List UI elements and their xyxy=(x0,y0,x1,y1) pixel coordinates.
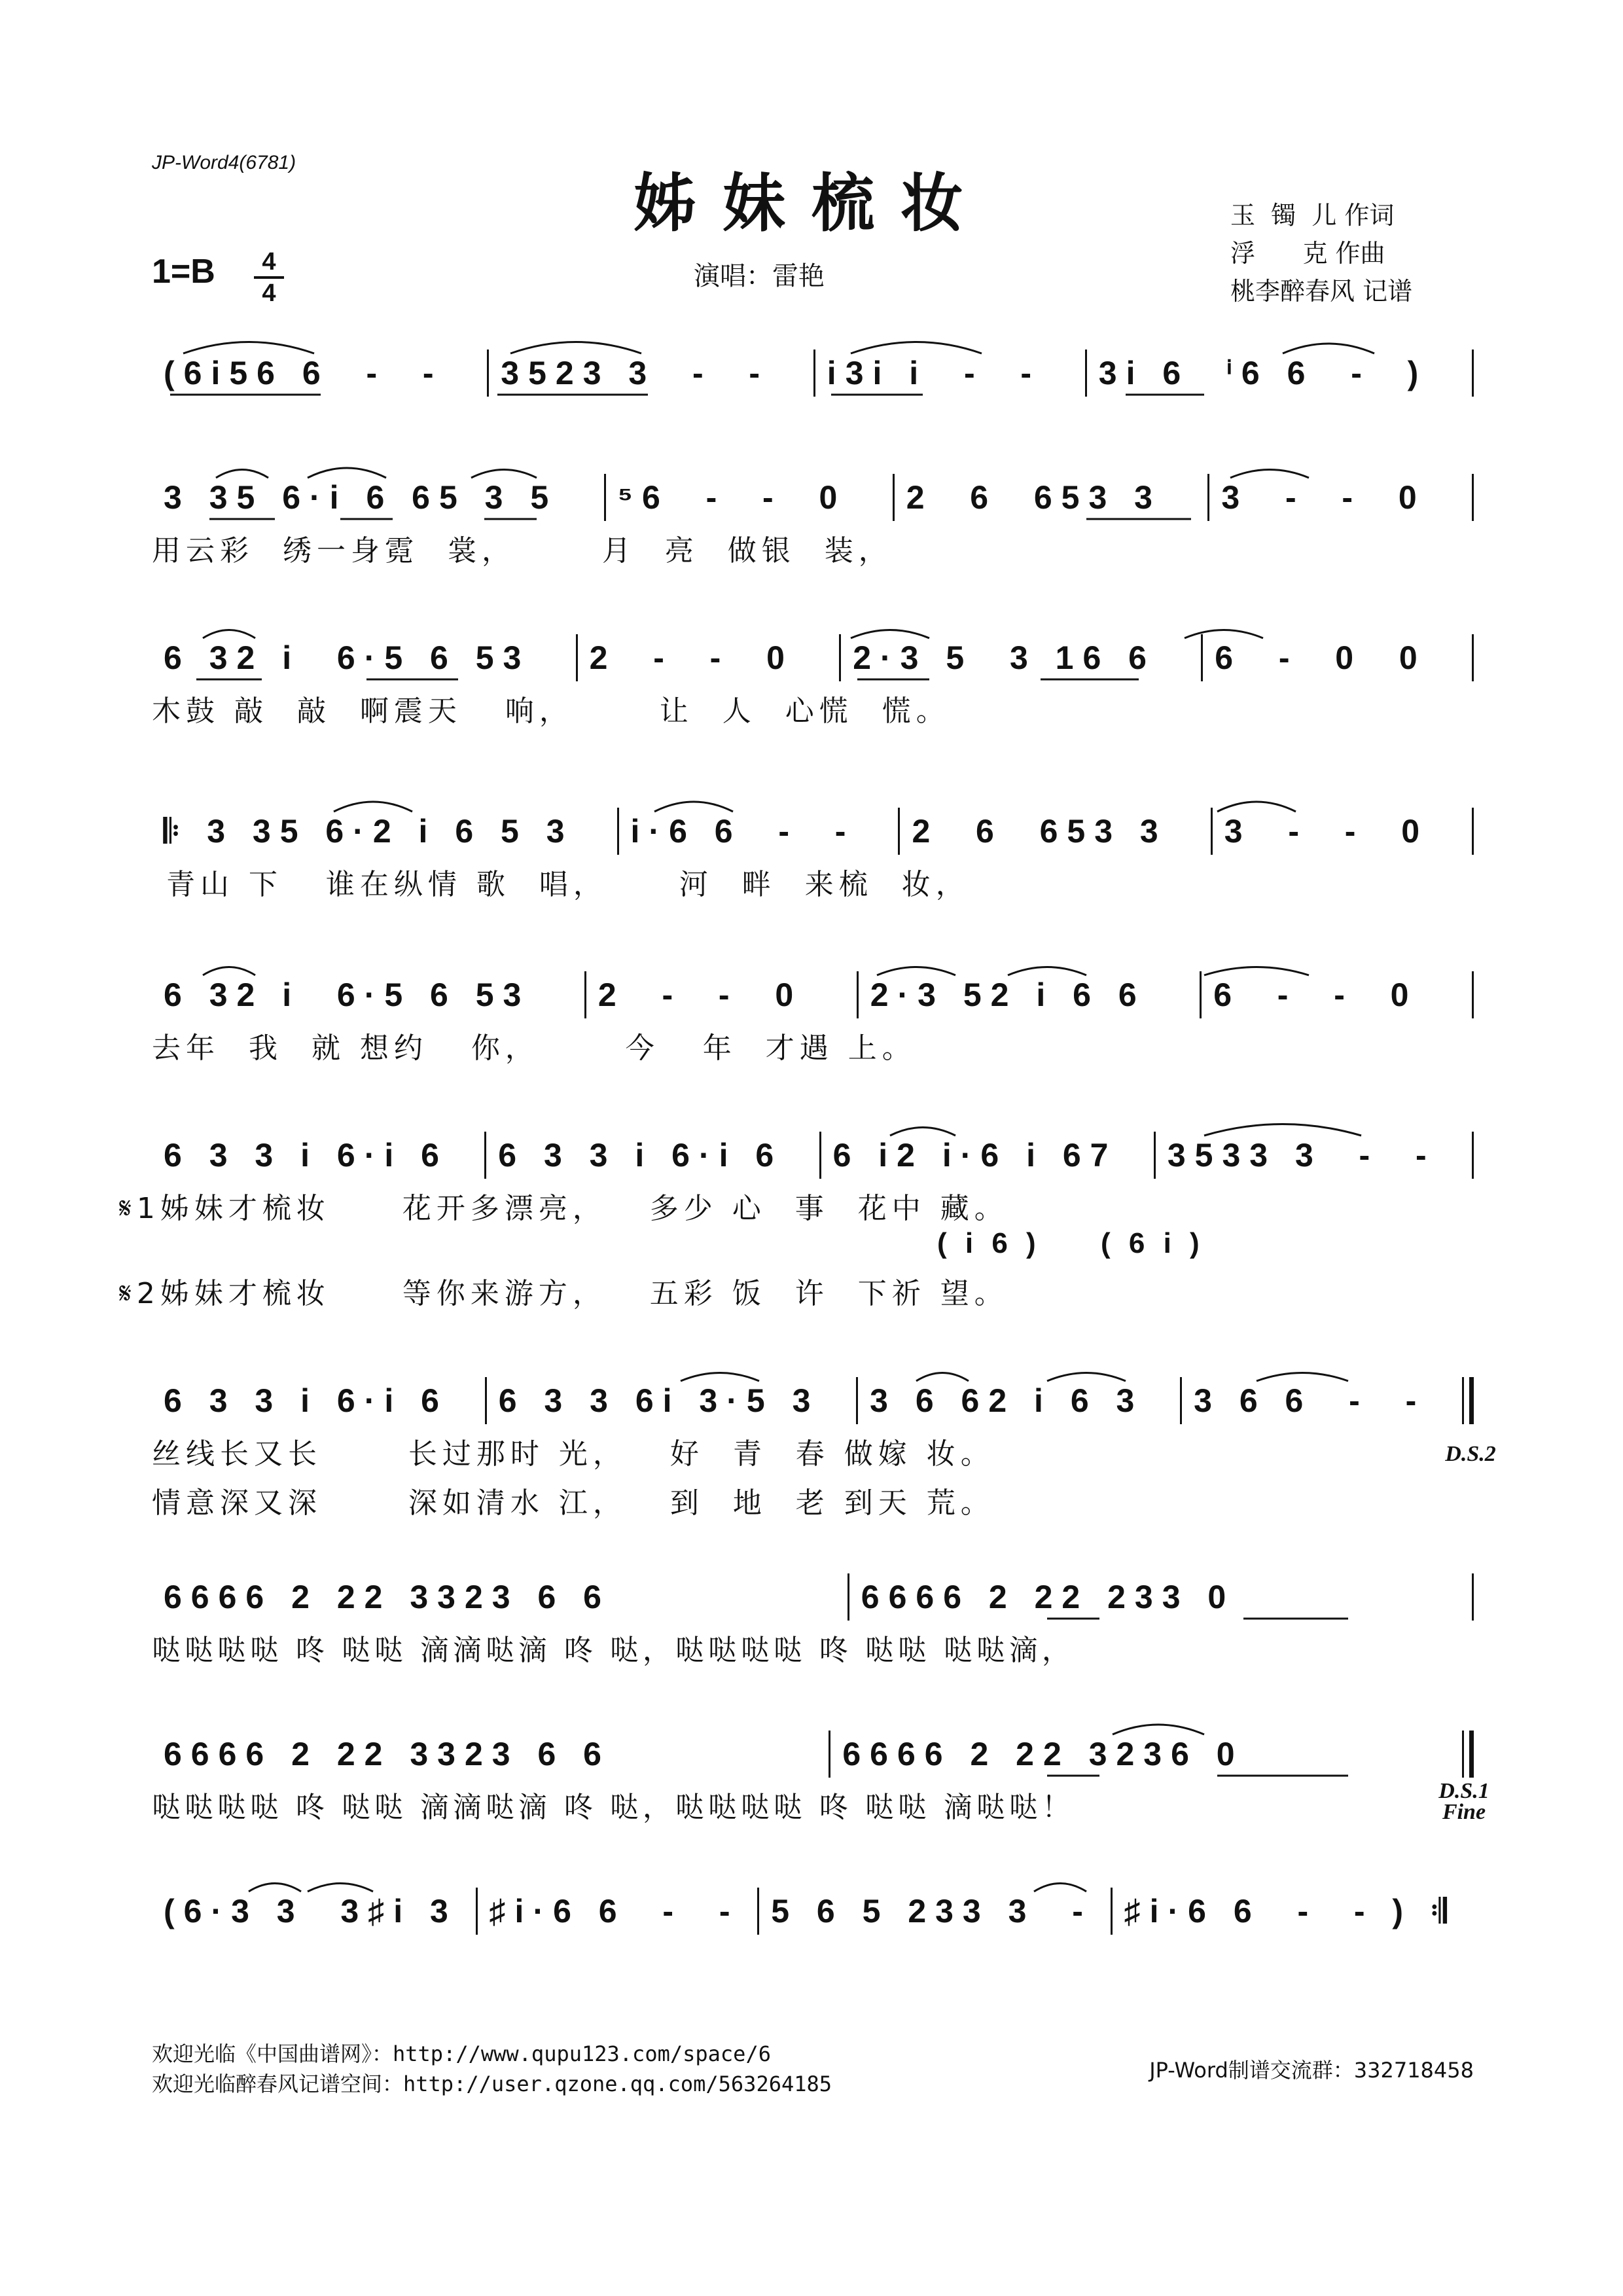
composer: 浮 克 作曲 xyxy=(1230,239,1385,268)
transcriber: 桃李醉春风 记谱 xyxy=(1230,277,1413,306)
slur xyxy=(249,1884,301,1892)
slur xyxy=(877,967,955,976)
measure: 6 32 i 6·5 6 53 xyxy=(164,639,531,676)
slur xyxy=(308,1884,373,1892)
measure: 3523 3 - - xyxy=(501,355,770,391)
slur xyxy=(203,630,255,639)
lyrics-line: 用云彩 绣一身霓 裳， 月 亮 做银 装， xyxy=(152,534,893,567)
measure: 5 6 5 233 3 - xyxy=(771,1893,1092,1929)
lyricist: 玉 镯 儿 作词 xyxy=(1230,201,1395,230)
measure: 3 - - 0 xyxy=(1224,813,1429,850)
fine-mark: Fine xyxy=(1442,1800,1486,1824)
slur xyxy=(851,630,929,639)
measure: 6 3 3 i 6·i 6 xyxy=(164,1382,448,1419)
key-signature: 1=B xyxy=(152,253,215,291)
time-signature-top: 4 xyxy=(262,248,276,276)
measure: 6 3 3 i 6·i 6 xyxy=(498,1137,783,1174)
footer-line-2[interactable]: 欢迎光临醉春风记谱空间：http://user.qzone.qq.com/563264185 xyxy=(152,2072,832,2096)
measure: 6 3 3 i 6·i 6 xyxy=(164,1137,448,1174)
slur xyxy=(308,468,386,478)
lyrics-line: 青山 下 谁在纵情 歌 唱， 河 畔 来梳 妆， xyxy=(152,868,970,901)
measure: (6i56 6 - - xyxy=(164,355,443,391)
footer-links xyxy=(152,2039,832,2099)
measure: 3 35 6·i 6 65 3 5 xyxy=(164,479,558,516)
measure: 3i 6 ⁱ6 6 - ) xyxy=(1098,355,1428,391)
slur xyxy=(654,802,733,812)
song-title: 姊妹梳妆 xyxy=(633,166,990,240)
lyrics-line: 情意深又深 深如清水 江， 到 地 老 到天 荒。 xyxy=(152,1486,995,1520)
slur xyxy=(1047,1373,1126,1382)
time-signature-bottom: 4 xyxy=(262,279,276,307)
measure: 3533 3 - - xyxy=(1167,1137,1436,1174)
measure: i·6 6 - - xyxy=(630,813,855,850)
lyrics-line: 去年 我 就 想约 你， 今 年 才遇 上。 xyxy=(152,1031,916,1065)
lyrics-line: 𝄋2姊妹才梳妆 等你来游方， 五彩 饭 许 下祈 望。 xyxy=(119,1277,1008,1310)
measure: 2 6 653 3 xyxy=(906,479,1162,516)
slur xyxy=(203,967,255,976)
ds1-mark: D.S.1 xyxy=(1438,1779,1489,1803)
footer-group: JP-Word制谱交流群：332718458 xyxy=(1149,2058,1474,2083)
measure: ⁵6 - - 0 xyxy=(617,479,847,516)
measure: 𝄆 3 35 6·2 i 6 5 3 xyxy=(164,812,574,850)
measure: 6666 2 22 3236 0 xyxy=(842,1736,1244,1772)
slur xyxy=(334,802,412,812)
lyrics-line: 丝线长又长 长过那时 光， 好 青 春 做嫁 妆。 xyxy=(152,1437,995,1471)
slur xyxy=(216,470,268,478)
slur xyxy=(1257,1373,1348,1382)
ds2-mark: D.S.2 xyxy=(1445,1442,1496,1466)
slur xyxy=(1230,470,1309,478)
measure: 6 i2 i·6 i 67 xyxy=(832,1137,1118,1174)
slur xyxy=(471,470,537,478)
measure: 6 3 3 6i 3·5 3 xyxy=(498,1382,820,1419)
slur xyxy=(890,1128,955,1136)
measure: i3i i - - xyxy=(827,355,1041,391)
slur xyxy=(183,342,314,354)
software-tag: JP-Word4(6781) xyxy=(152,152,296,173)
measure: 6666 2 22 3323 6 6 xyxy=(164,1736,611,1772)
measure: 6 - 0 0 xyxy=(1215,639,1427,676)
measure: 6666 2 22 3323 6 6 xyxy=(164,1579,611,1615)
slur xyxy=(681,1373,759,1382)
measure: 2·3 5 3 16 6 xyxy=(853,639,1156,676)
slur xyxy=(1034,1884,1086,1892)
measure: 3 6 62 i 6 3 xyxy=(870,1382,1144,1419)
variant-notes: ( 6 i ) xyxy=(1101,1227,1205,1259)
lyrics-line: 木鼓 敲 敲 啊震天 响， 让 人 心慌 慌。 xyxy=(152,694,950,728)
slur xyxy=(1008,967,1086,976)
slur xyxy=(1185,630,1263,639)
measure: 2 6 653 3 xyxy=(912,813,1168,850)
lyrics-line: 𝄋1姊妹才梳妆 花开多漂亮， 多少 心 事 花中 藏。 xyxy=(119,1192,1008,1225)
slur xyxy=(510,342,641,354)
measure: (6·3 3 3♯i 3 xyxy=(164,1893,457,1929)
measure: 2 - - 0 xyxy=(597,977,803,1013)
slur xyxy=(1113,1725,1204,1734)
slur xyxy=(851,342,982,354)
lyrics-line: 哒哒哒哒 咚 哒哒 滴滴哒滴 咚 哒，哒哒哒哒 咚 哒哒 滴哒哒！ xyxy=(152,1791,1075,1824)
measure: 6 - - 0 xyxy=(1213,977,1418,1013)
slur xyxy=(1217,802,1296,812)
measure: 2·3 52 i 6 6 xyxy=(870,977,1146,1013)
measure: ♯i·6 6 - - ) 𝄇 xyxy=(1124,1892,1456,1929)
slur xyxy=(1283,344,1374,353)
footer-line-1[interactable]: 欢迎光临《中国曲谱网》：http://www.qupu123.com/space/6 xyxy=(152,2041,771,2066)
measure: 3 6 6 - - xyxy=(1194,1382,1426,1419)
measure: ♯i·6 6 - - xyxy=(489,1893,740,1929)
measure: 6666 2 22 233 0 xyxy=(861,1579,1236,1615)
slur xyxy=(916,1373,969,1382)
variant-notes: ( i 6 ) xyxy=(937,1227,1041,1259)
measure: 2 - - 0 xyxy=(589,639,794,676)
lyrics-line: 哒哒哒哒 咚 哒哒 滴滴哒滴 咚 哒，哒哒哒哒 咚 哒哒 哒哒滴， xyxy=(152,1634,1075,1667)
singer: 演唱：雷艳 xyxy=(694,261,825,291)
slur xyxy=(1204,967,1309,976)
slur xyxy=(1204,1124,1361,1136)
measure: 3 - - 0 xyxy=(1221,479,1426,516)
measure: 6 32 i 6·5 6 53 xyxy=(164,977,531,1013)
